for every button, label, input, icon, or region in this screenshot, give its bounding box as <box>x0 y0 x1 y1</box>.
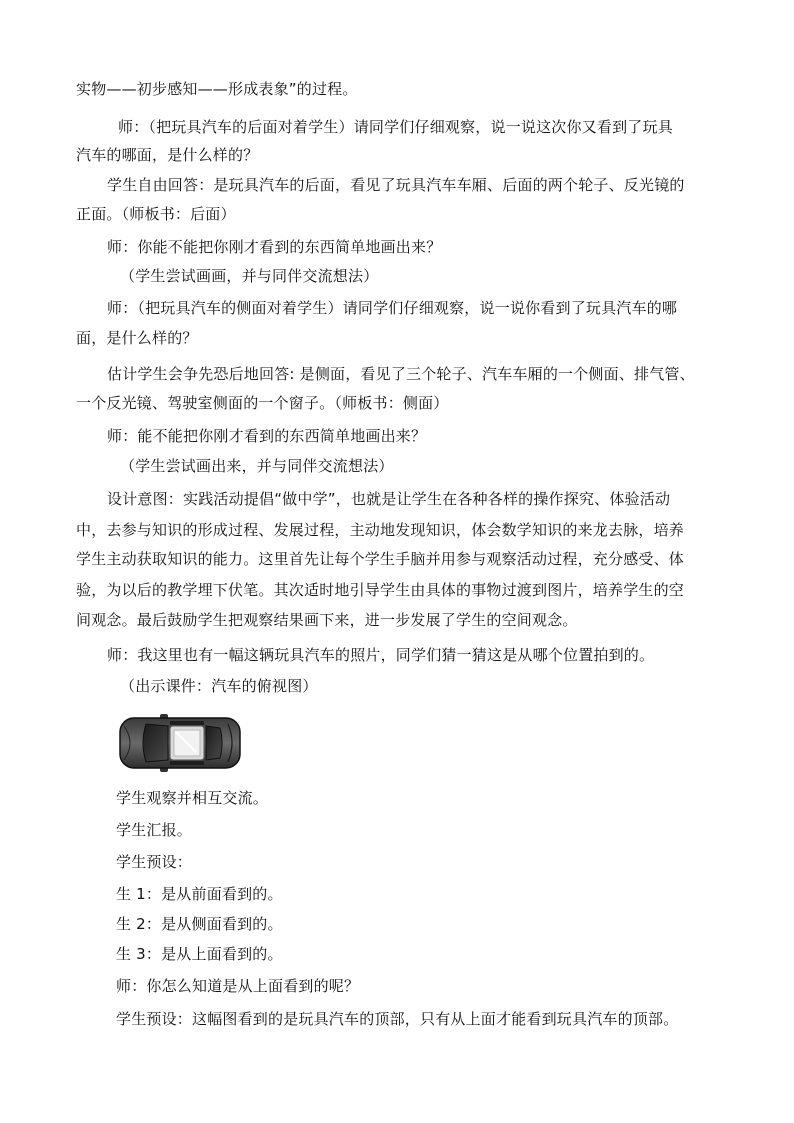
text-line: 中，去参与知识的形成过程、发展过程，主动地发现知识，体会数学知识的来龙去脉，培养 <box>76 521 685 539</box>
text-line: 师：（把玩具汽车的后面对着学生）请同学们仔细观察，说一说这次你又看到了玩具 <box>118 118 673 136</box>
text-line: 师：（把玩具汽车的侧面对着学生）请同学们仔细观察，说一说你看到了玩具汽车的哪 <box>107 299 678 317</box>
text-line: 学生观察并相互交流。 <box>116 789 269 807</box>
text-line: 面，是什么样的？ <box>76 329 198 347</box>
text-line: 验，为以后的教学埋下伏笔。其次适时地引导学生由具体的事物过渡到图片，培养学生的空 <box>76 581 685 599</box>
text-line: 师：你怎么知道是从上面看到的呢？ <box>116 977 360 995</box>
text-line: 学生自由回答：是玩具汽车的后面，看见了玩具汽车车厢、后面的两个轮子、反光镜的 <box>107 176 685 194</box>
text-line: （学生尝试画出来，并与同伴交流想法） <box>120 457 394 475</box>
text-line: 师：你能不能把你刚才看到的东西简单地画出来？ <box>107 238 442 256</box>
text-line: 生 2：是从侧面看到的。 <box>116 915 283 933</box>
text-line: 师：能不能把你刚才看到的东西简单地画出来？ <box>107 427 427 445</box>
car-top-view-icon <box>116 712 244 774</box>
text-line: 汽车的哪面，是什么样的？ <box>76 146 259 164</box>
text-line: 间观念。最后鼓励学生把观察结果画下来，进一步发展了学生的空间观念。 <box>76 611 578 629</box>
text-line: 学生汇报。 <box>116 821 193 839</box>
text-line: 设计意图：实践活动提倡“做中学”，也就是让学生在各种各样的操作探究、体验活动 <box>107 490 671 508</box>
text-line: 估计学生会争先恐后地回答: 是侧面，看见了三个轮子、汽车车厢的一个侧面、排气管、 <box>107 365 695 383</box>
car-top-view-photo <box>116 712 244 774</box>
text-line: 学生预设：这幅图看到的是玩具汽车的顶部，只有从上面才能看到玩具汽车的顶部。 <box>116 1010 679 1028</box>
text-line: 学生主动获取知识的能力。这里首先让每个学生手脑并用参与观察活动过程，充分感受、体 <box>76 550 685 568</box>
text-line: 师：我这里也有一幅这辆玩具汽车的照片，同学们猜一猜这是从哪个位置拍到的。 <box>107 646 655 664</box>
text-line: 正面。（师板书：后面） <box>76 205 236 223</box>
text-line: 生 1：是从前面看到的。 <box>116 885 283 903</box>
text-line: 一个反光镜、驾驶室侧面的一个窗子。（师板书：侧面） <box>76 394 449 412</box>
text-line: （出示课件：汽车的俯视图） <box>120 677 318 695</box>
text-line: 学生预设： <box>116 853 193 871</box>
text-line: 生 3：是从上面看到的。 <box>116 945 283 963</box>
text-line: （学生尝试画画，并与同伴交流想法） <box>120 267 379 285</box>
text-line: 实物——初步感知——形成表象”的过程。 <box>76 80 358 98</box>
